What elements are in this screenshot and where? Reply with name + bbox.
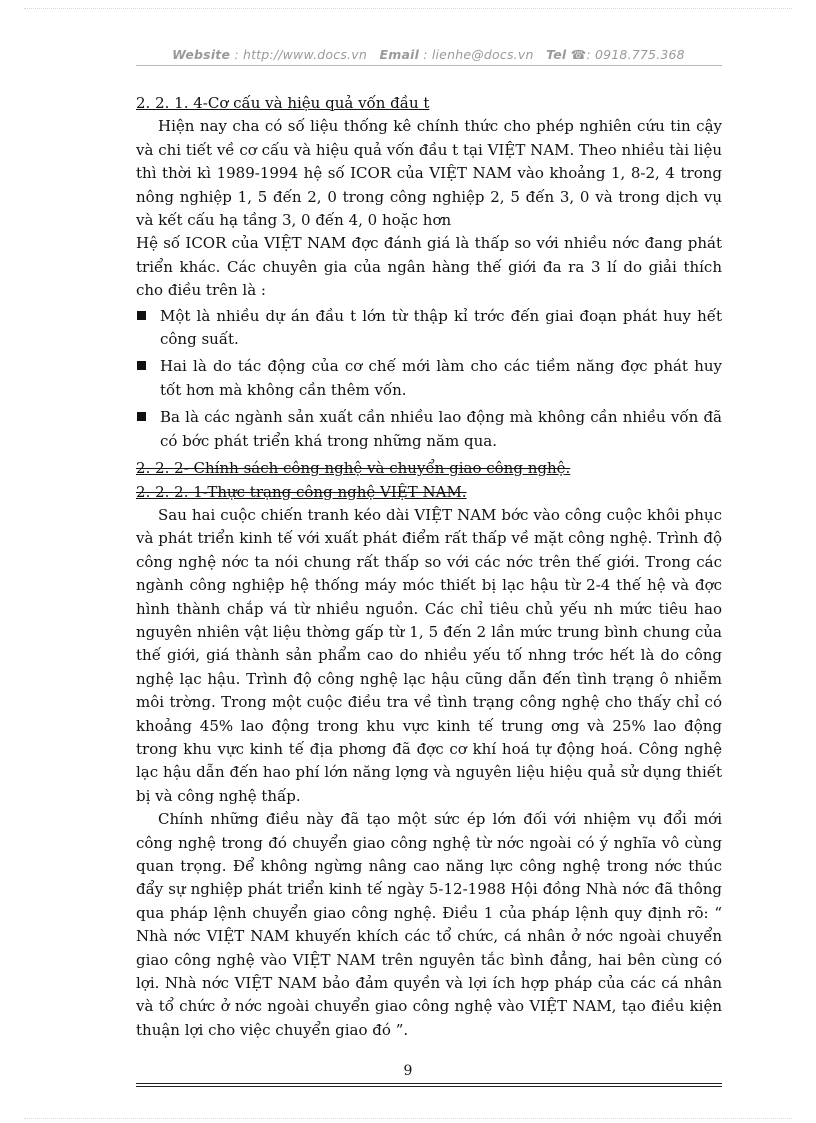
page-number: 9 (403, 1063, 413, 1079)
list-item-text: Hai là do tác động của cơ chế mới làm cho các tiềm năng đợc phát huy tốt hơn mà không cần thêm vốn. (160, 357, 722, 399)
section-heading-2-2-1-4: 2. 2. 1. 4-Cơ cấu và hiệu quả vốn đầu t (136, 94, 430, 112)
section-heading-2-2-2-1: 2. 2. 2. 1-Thực trạng công nghệ VIỆT NAM. (136, 482, 467, 501)
square-bullet-icon (137, 412, 146, 421)
phone-icon: ☎ (570, 47, 587, 62)
list-item-text: Ba là các ngành sản xuất cần nhiều lao động mà không cần nhiều vốn đã có bớc phát triển khá trong những năm qua. (160, 408, 722, 450)
website-label: Website (172, 47, 231, 62)
section-heading-2-2-2: 2. 2. 2- Chính sách công nghệ và chuyển giao công nghệ. (136, 459, 571, 478)
list-item (136, 406, 722, 453)
footer-divider-double (136, 1086, 722, 1087)
footer-divider (136, 1083, 722, 1084)
list-item-text: Một là nhiều dự án đầu t lớn từ thập kỉ trớc đến giai đoạn phát huy hết công suất. (160, 306, 722, 349)
bullet-list (136, 305, 722, 453)
paragraph: Hiện nay cha có số liệu thống kê chính thức cho phép nghiên cứu tin cậy và chi tiết về cơ cấu và hiệu quả vốn đầu t tại VIỆT NAM. Theo nhiều tài liệu thì thời kì 1989-1994 hệ số ICOR của VIỆT NAM vào khoảng 1, 8-2, 4 trong nông nghiệp 1, 5 đến 2, 0 trong công nghiệp 2, 5 đến 3, 0 và trong dịch vụ và kết cấu hạ tầng 3, 0 đến 4, 0 hoặc hơn (136, 117, 722, 230)
square-bullet-icon (137, 311, 146, 320)
paragraph: Hệ số ICOR của VIỆT NAM đợc đánh giá là thấp so với nhiều nớc đang phát triển khác. Các chuyên gia của ngân hàng thế giới đa ra 3 lí do giải thích cho điều trên là : (136, 234, 722, 300)
document-body (136, 92, 722, 1042)
square-bullet-icon (137, 361, 146, 370)
email-label: Email (379, 47, 420, 62)
page-header (136, 47, 721, 62)
page-frame-top (24, 8, 792, 9)
paragraph: Chính những điều này đã tạo một sức ép lớn đối với nhiệm vụ đổi mới công nghệ trong đó chuyển giao công nghệ từ nớc ngoài có ý nghĩa vô cùng quan trọng. Để không ngừng nâng cao năng lực công nghệ trong nớc thúc đẩy sự nghiệp phát triển kinh tế ngày 5-12-1988 Hội đồng Nhà nớc đã thông qua pháp lệnh chuyển giao công nghệ. Điều 1 của pháp lệnh quy định rõ: “ Nhà nớc VIỆT NAM khuyến khích các tổ chức, cá nhân ở nớc ngoài chuyển giao công nghệ vào VIỆT NAM trên nguyên tắc bình đẳng, hai bên cùng có lợi. Nhà nớc VIỆT NAM bảo đảm quyền và lợi ích hợp pháp của các cá nhân và tổ chức ở nớc ngoài chuyển giao công nghệ vào VIỆT NAM, tạo điều kiện thuận lợi cho việc chuyển giao đó ”. (136, 810, 722, 1039)
email-value: : lienhe@docs.vn (423, 47, 534, 62)
paragraph: Sau hai cuộc chiến tranh kéo dài VIỆT NAM bớc vào công cuộc khôi phục và phát triển kinh tế với xuất phát điểm rất thấp về mặt công nghệ. Trình độ công nghệ nớc ta nói chung rất thấp so với các nớc trên thế giới. Trong các ngành công nghiệp hệ thống máy móc thiết bị lạc hậu từ 2-4 thế hệ và đợc hình thành chắp vá từ nhiều nguồn. Các chỉ tiêu chủ yếu nh mức tiêu hao nguyên nhiên vật liệu thờng gấp từ 1, 5 đến 2 lần mức trung bình chung của thế giới, giá thành sản phẩm cao do nhiều yếu tố nhng trớc hết là do công nghệ lạc hậu. Trình độ công nghệ lạc hậu cũng dẫn đến tình trạng ô nhiễm môi trờng. Trong một cuộc điều tra về tình trạng công nghệ cho thấy chỉ có khoảng 45% lao động trong khu vực kinh tế trung ơng và 25% lao động trong khu vực kinh tế địa phơng đã đợc cơ khí hoá tự động hoá. Công nghệ lạc hậu dẫn đến hao phí lớn năng lợng và nguyên liệu hiệu quả sử dụng thiết bị và công nghệ thấp. (136, 505, 722, 805)
header-divider (136, 65, 722, 66)
tel-value: : 0918.775.368 (586, 47, 685, 62)
website-value: : http://www.docs.vn (234, 47, 367, 62)
list-item (136, 355, 722, 402)
tel-label: Tel (546, 47, 567, 62)
page-frame-bottom (24, 1118, 792, 1119)
list-item (136, 305, 722, 352)
